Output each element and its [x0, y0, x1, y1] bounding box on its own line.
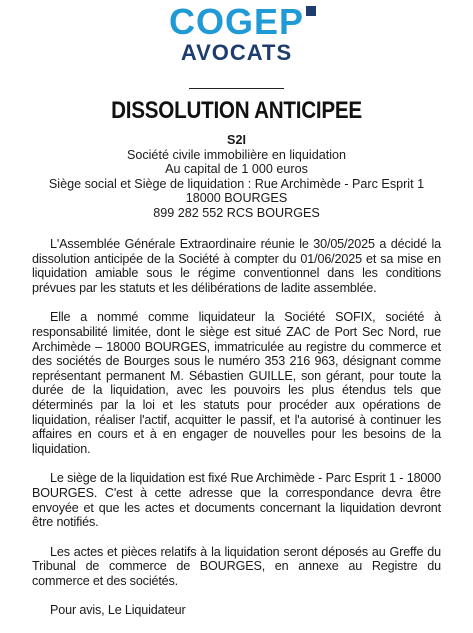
- paragraph-liquidation-seat: [32, 471, 441, 529]
- company-rcs-number: 899 282 552 RCS BOURGES: [153, 205, 320, 220]
- logo-brand-text: COGEP: [168, 1, 305, 42]
- paragraph-decision-text: L'Assemblée Générale Extraordinaire réunie le 30/05/2025 a décidé la dissolution anticipée de la Société à compter du 01/06/2025 et sa mise en liquidation amiable sous le régime conventionnel dans les conditions prévues par les statuts et les délibérations de ladite assemblée.: [32, 237, 441, 295]
- company-header-block: [0, 133, 473, 221]
- cogep-avocats-logo: [0, 1, 473, 65]
- logo-subtitle-text: AVOCATS: [180, 40, 293, 65]
- paragraph-filing: [32, 545, 441, 589]
- paragraph-filing-text: Les actes et pièces relatifs à la liquidation seront déposés au Greffe du Tribunal de commerce de BOURGES, en annexe au Registre du commerce et des sociétés.: [32, 544, 441, 588]
- company-capital: Au capital de 1 000 euros: [165, 162, 308, 177]
- separator-rule: [189, 88, 284, 89]
- company-name: S2I: [227, 133, 246, 147]
- paragraph-decision: [32, 237, 441, 295]
- signoff: [32, 603, 441, 618]
- notice-title: DISSOLUTION ANTICIPEE: [111, 97, 362, 124]
- notice-body: [32, 237, 441, 633]
- signoff-text: Pour avis, Le Liquidateur: [50, 603, 186, 618]
- paragraph-liquidation-seat-text: Le siège de la liquidation est fixé Rue Archimède - Parc Esprit 1 - 18000 BOURGES. C'est à cette adresse que la correspondance devra être envoyée et que les actes et documents concernant la liquidation devront être notifiés.: [32, 471, 441, 530]
- logo-mark: [168, 1, 305, 42]
- company-legal-form: Société civile immobilière en liquidation: [126, 147, 347, 162]
- logo-accent-square: [306, 6, 316, 16]
- company-registered-office: Siège social et Siège de liquidation : Rue Archimède - Parc Esprit 1: [48, 176, 425, 191]
- paragraph-liquidator-text: Elle a nommé comme liquidateur la Société SOFIX, société à responsabilité limitée, dont le siège est situé ZAC de Port Sec Nord, rue Archimède – 18000 BOURGES, immatriculée au registre du commerce et des sociétés de Bourges sous le numéro 353 216 963, désignant comme représentant permanent M. Sébastien GUILLE, son gérant, pour toute la durée de la liquidation, avec les pouvoirs les plus étendus tels que déterminés par la loi et les statuts pour procéder aux opérations de liquidation, réaliser l'actif, acquitter le passif, et l'a autorisé à continuer les affaires en cours et à en engager de nouvelles pour les besoins de la liquidation.: [32, 310, 441, 456]
- company-city: 18000 BOURGES: [185, 191, 288, 206]
- paragraph-liquidator: [32, 310, 441, 456]
